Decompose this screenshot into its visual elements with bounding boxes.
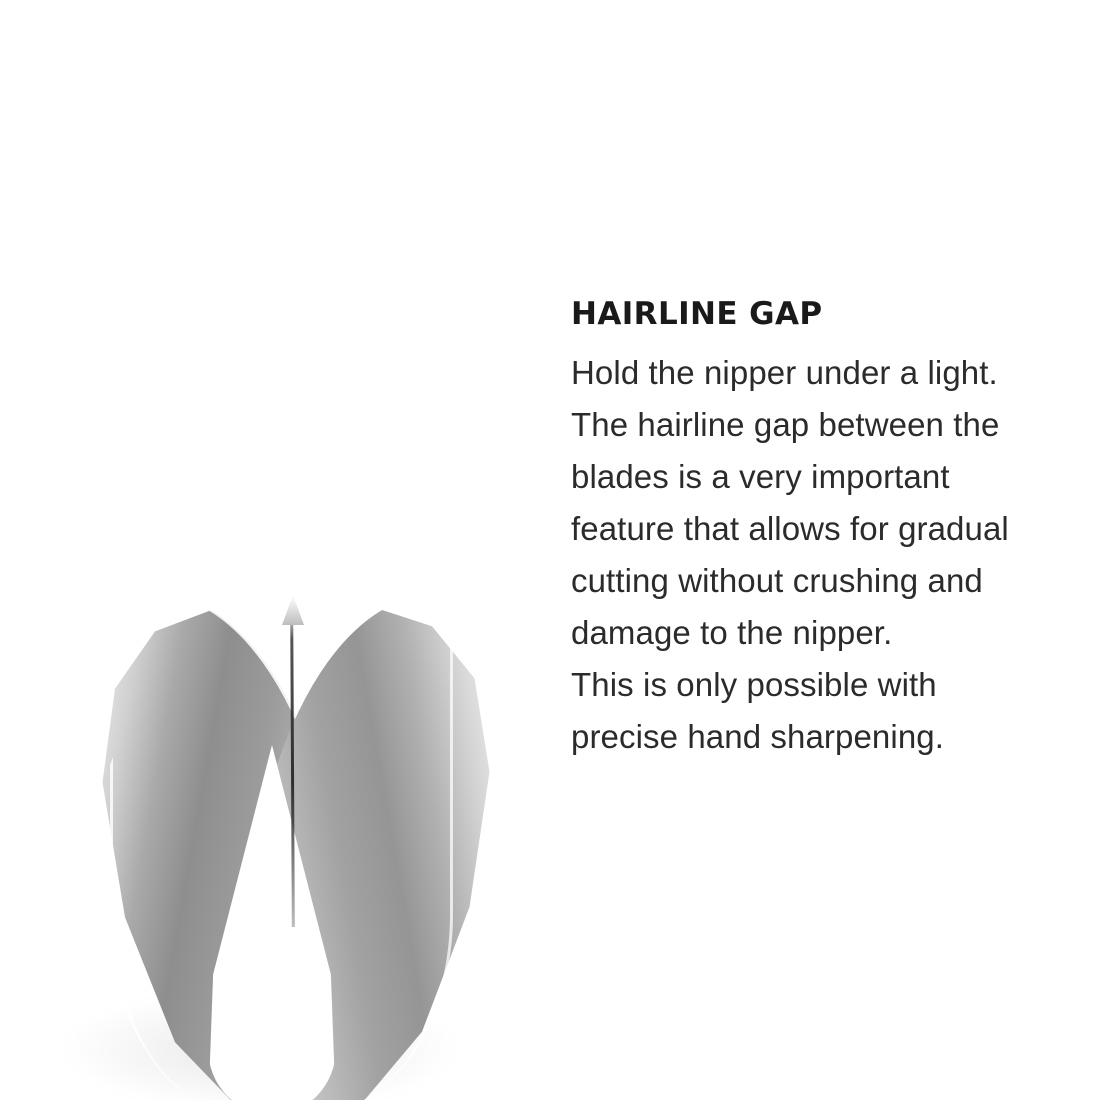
blade-tip-point xyxy=(282,595,304,625)
body-line: damage to the nipper. xyxy=(571,614,893,652)
body-line: feature that allows for gradual xyxy=(571,510,1009,548)
body-copy xyxy=(571,347,1071,763)
body-line: The hairline gap between the xyxy=(571,406,1000,444)
body-line: precise hand sharpening. xyxy=(571,718,944,756)
headline: HAIRLINE GAP xyxy=(571,296,823,332)
edge-highlight-right xyxy=(250,615,453,1100)
nipper-blades-illustration xyxy=(60,595,530,1100)
body-line: Hold the nipper under a light. xyxy=(571,354,998,392)
body-line: cutting without crushing and xyxy=(571,562,983,600)
caption-block xyxy=(571,296,1071,763)
body-line: blades is a very important xyxy=(571,458,950,496)
body-line: This is only possible with xyxy=(571,666,937,704)
